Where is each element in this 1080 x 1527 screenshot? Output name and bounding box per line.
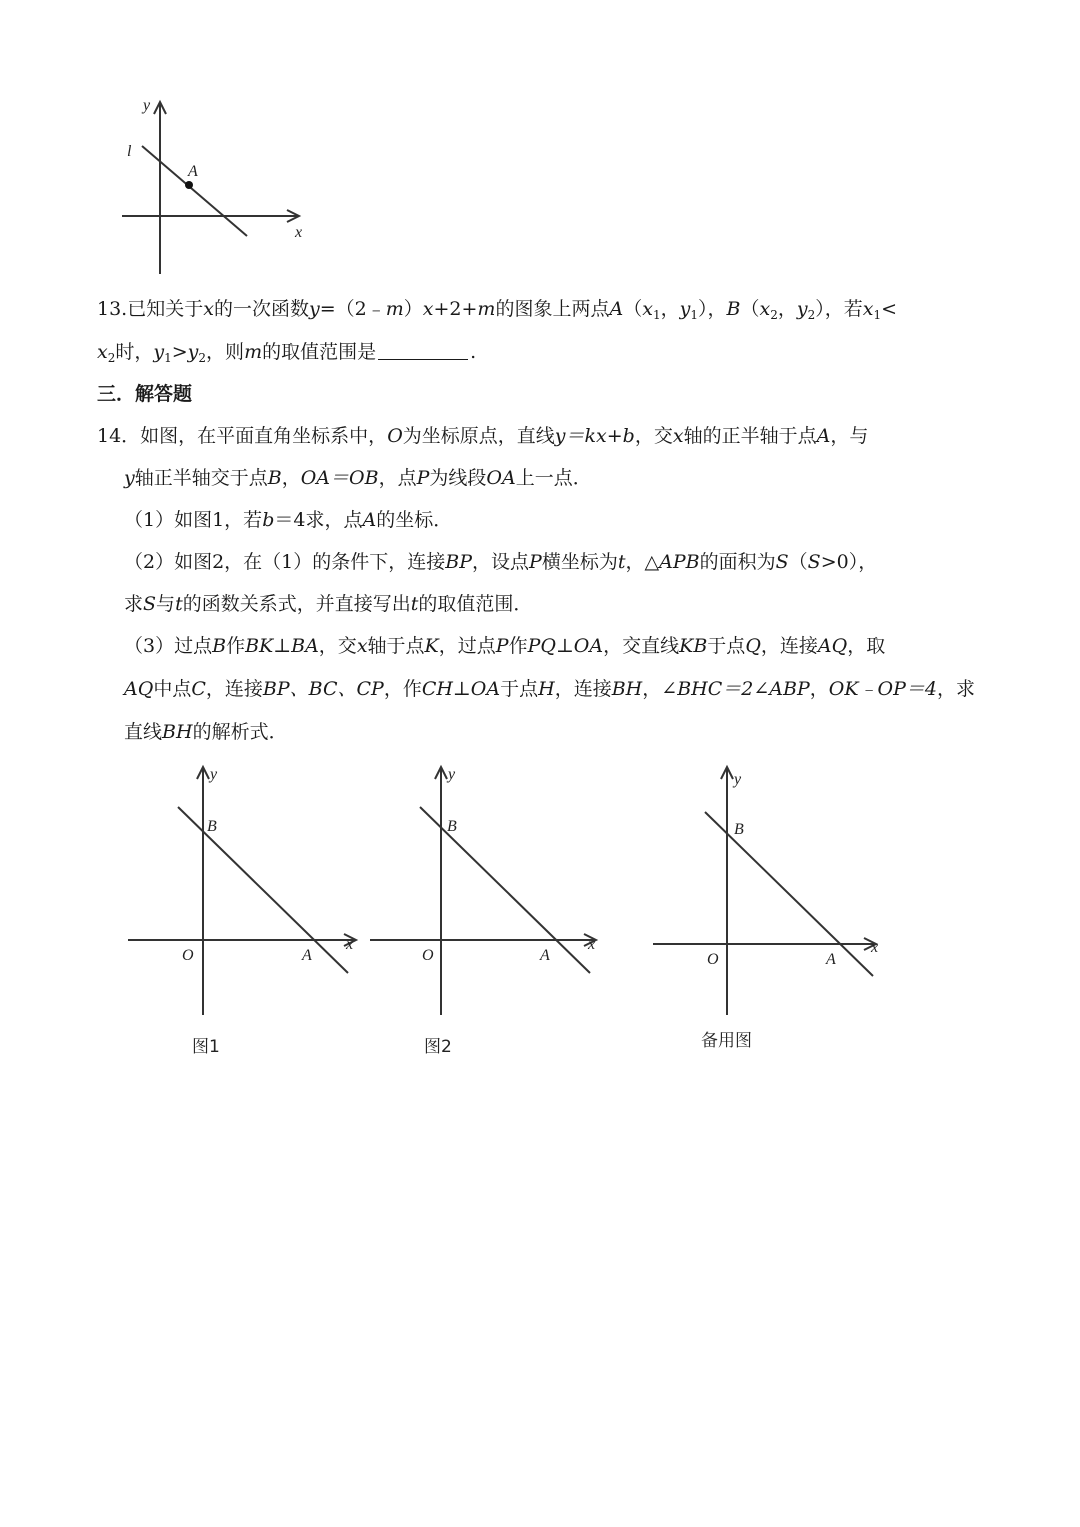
question-14-part-2-line-2: 求S与t的函数关系式，并直接写出t的取值范围． <box>124 593 533 615</box>
question-14-part-2-line-1: （2）如图2，在（1）的条件下，连接BP，设点P横坐标为t，△APB的面积为S（S>0）， <box>124 551 878 573</box>
a-label: A <box>826 951 836 968</box>
o-label: O <box>182 947 194 964</box>
question-14-part-3-line-3: 直线BH的解析式． <box>124 721 288 743</box>
line-l <box>142 146 247 236</box>
a-label: A <box>302 947 312 964</box>
x-label: x <box>588 936 596 953</box>
b-label: B <box>734 821 744 838</box>
y-label: y <box>448 766 456 783</box>
section-heading: 三．解答题 <box>97 383 193 405</box>
y-label: y <box>210 766 218 783</box>
figure-caption: 图2 <box>424 1037 452 1057</box>
b-label: B <box>207 818 217 835</box>
question-14-line-2: y轴正半轴交于点B，OA＝OB，点P为线段OA上一点． <box>124 467 592 489</box>
figure-2 <box>362 760 612 1065</box>
question-13-line-1: 13.已知关于x的一次函数y=（2﹣m）x+2+m的图象上两点$A(x_1$，$y_1$），$B(x_2$，$y_2$），若$x_1<$ <box>97 298 898 322</box>
figure-line-l <box>110 90 320 280</box>
line-ab <box>420 807 590 973</box>
question-14-part-1: （1）如图1，若b＝4求，点A的坐标． <box>124 509 453 531</box>
question-14-line-1: 14．如图，在平面直角坐标系中，O为坐标原点，直线y＝kx+b，交x轴的正半轴于点A，与 <box>97 425 869 447</box>
point-a <box>185 181 193 189</box>
o-label: O <box>707 951 719 968</box>
y-label: y <box>734 771 742 788</box>
line-ab <box>705 812 873 976</box>
answer-blank <box>378 339 468 360</box>
question-14-part-3-line-1: （3）过点B作BK⊥BA，交x轴于点K，过点P作PQ⊥OA，交直线KB于点Q，连接AQ，取 <box>124 635 886 657</box>
question-13-line-2: $x_2$时，$y_1>y_2$，则m的取值范围是 . <box>97 341 477 365</box>
figure-1 <box>120 760 370 1065</box>
l-label: l <box>127 143 132 160</box>
x-label: x <box>346 936 354 953</box>
x-label: x <box>871 939 879 956</box>
backup-figure <box>645 760 895 1065</box>
a-label: A <box>540 947 550 964</box>
question-14-part-3-line-2: AQ中点C，连接BP、BC、CP，作CH⊥OA于点H，连接BH，∠BHC＝2∠ABP，OK﹣OP＝4，求 <box>124 678 975 700</box>
y-label: y <box>143 97 151 114</box>
o-label: O <box>422 947 434 964</box>
a-label: A <box>188 163 198 180</box>
b-label: B <box>447 818 457 835</box>
figure-caption: 图1 <box>192 1037 220 1057</box>
figure-caption: 备用图 <box>701 1031 752 1051</box>
x-label: x <box>295 224 303 241</box>
